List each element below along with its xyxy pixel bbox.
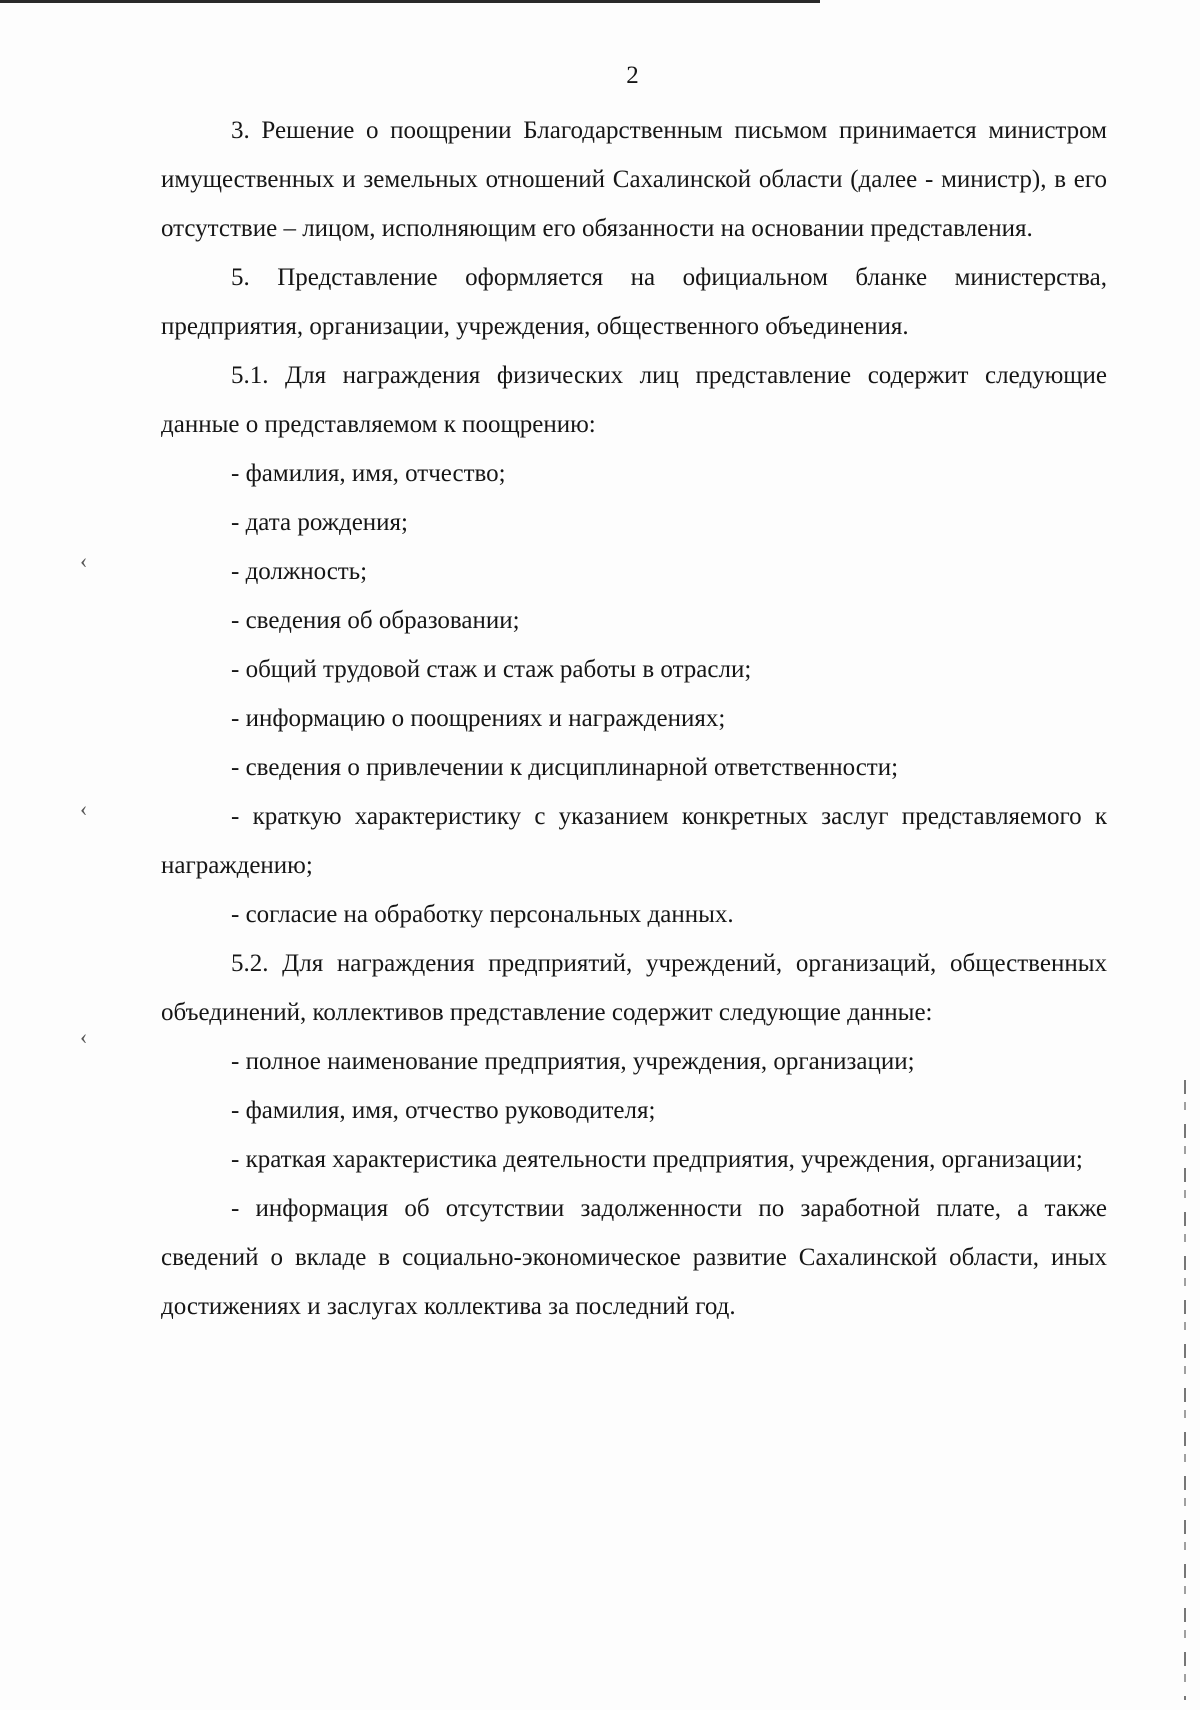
margin-mark: ‹	[80, 796, 88, 821]
list-item: - фамилия, имя, отчество;	[231, 460, 506, 487]
organizations-list	[161, 1037, 1107, 1331]
list-item: - информацию о поощрениях и награждениях;	[231, 705, 726, 732]
margin-mark: ‹	[80, 1024, 88, 1049]
individuals-list	[161, 449, 1107, 939]
list-item: - согласие на обработку персональных данных.	[231, 901, 734, 928]
scan-edge-artifact	[1184, 1080, 1186, 1700]
list-item: - дата рождения;	[231, 509, 408, 536]
scan-top-rule	[0, 0, 820, 3]
list-item: - сведения о привлечении к дисциплинарной ответственности;	[231, 754, 899, 781]
paragraph-5-2: 5.2. Для награждения предприятий, учреждений, организаций, общественных объединений, коллективов представление содержит следующие данные:	[161, 950, 1107, 1026]
margin-mark: ‹	[80, 548, 88, 573]
list-item: - фамилия, имя, отчество руководителя;	[231, 1097, 656, 1124]
list-item: - должность;	[231, 558, 368, 585]
list-item: - полное наименование предприятия, учреждения, организации;	[231, 1048, 915, 1075]
list-item: - общий трудовой стаж и стаж работы в отрасли;	[231, 656, 752, 683]
list-item: - краткая характеристика деятельности предприятия, учреждения, организации;	[231, 1146, 1083, 1173]
list-item: - сведения об образовании;	[231, 607, 520, 634]
paragraph-5-1: 5.1. Для награждения физических лиц представление содержит следующие данные о представляемом к поощрению:	[161, 362, 1107, 438]
page-number: 2	[626, 62, 639, 89]
list-item: - краткую характеристику с указанием конкретных заслуг представляемого к награждению;	[161, 803, 1107, 879]
paragraph-5: 5. Представление оформляется на официальном бланке министерства, предприятия, организации, учреждения, общественного объединения.	[161, 264, 1107, 340]
paragraph-3: 3. Решение о поощрении Благодарственным письмом принимается министром имущественных и земельных отношений Сахалинской области (далее - министр), в его отсутствие – лицом, исполняющим его обязанности на основании представления.	[161, 117, 1107, 242]
document-body	[161, 106, 1107, 1331]
list-item: - информация об отсутствии задолженности по заработной плате, а также сведений о вкладе в социально-экономическое развитие Сахалинской области, иных достижениях и заслугах коллектива за последний год.	[161, 1195, 1107, 1320]
